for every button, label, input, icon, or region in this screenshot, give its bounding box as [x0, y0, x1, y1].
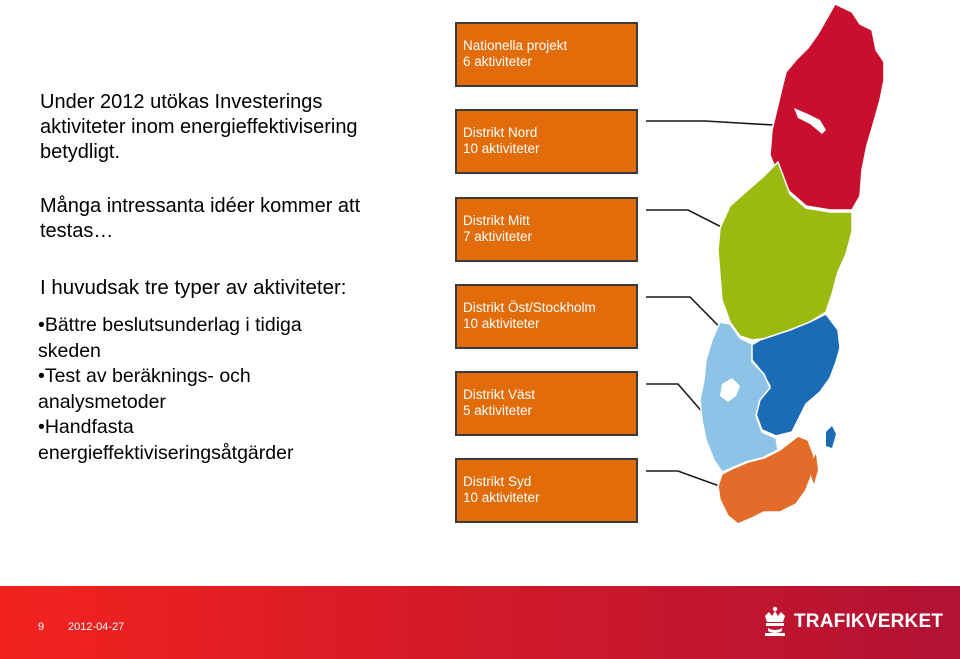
intro-line: betydligt.: [40, 141, 121, 163]
trafikverket-logo: [762, 602, 943, 642]
bullet-list: [38, 313, 428, 466]
intro-line: Under 2012 utökas Investerings: [40, 91, 323, 113]
ideas-text: [40, 194, 430, 244]
types-heading: I huvudsak tre typer av aktiviteter:: [40, 276, 347, 299]
district-name: Distrikt Mitt: [463, 213, 530, 228]
intro-text: [40, 90, 420, 165]
district-box-vast: [455, 371, 638, 436]
district-box-syd: [455, 458, 638, 523]
district-count: 10 aktiviteter: [463, 316, 540, 331]
bullet-line: analysmetoder: [38, 390, 166, 413]
ideas-line: Många intressanta idéer kommer att: [40, 195, 361, 217]
bullet-line: skeden: [38, 339, 101, 362]
district-count: 6 aktiviteter: [463, 54, 533, 69]
footer-bar: [0, 586, 960, 659]
district-name: Distrikt Öst/Stockholm: [463, 300, 596, 315]
bullet-line: energieffektiviseringsåtgärder: [38, 441, 294, 464]
district-count: 10 aktiviteter: [463, 490, 540, 505]
district-box-nationella: [455, 22, 638, 87]
district-name: Nationella projekt: [463, 38, 568, 53]
page-number: 9: [38, 621, 45, 633]
ideas-line: testas…: [40, 220, 114, 242]
region-nord: [770, 4, 884, 210]
district-count: 7 aktiviteter: [463, 229, 533, 244]
island-shape: [826, 426, 836, 448]
connector-nord: [646, 121, 790, 126]
district-box-mitt: [455, 197, 638, 262]
district-count: 5 aktiviteter: [463, 403, 533, 418]
district-count: 10 aktiviteter: [463, 141, 540, 156]
intro-line: aktiviteter inom energieffektivisering: [40, 116, 358, 138]
footer-date: 2012-04-27: [68, 621, 125, 633]
district-name: Distrikt Väst: [463, 387, 536, 402]
district-name: Distrikt Nord: [463, 125, 538, 140]
connector-syd: [646, 471, 722, 487]
sweden-district-map: [640, 0, 960, 540]
bullet-line: •Bättre beslutsunderlag i tidiga: [38, 314, 302, 336]
bullet-line: •Test av beräknings- och: [38, 365, 251, 387]
district-box-nord: [455, 109, 638, 174]
district-name: Distrikt Syd: [463, 474, 532, 489]
crown-icon: [762, 606, 788, 638]
district-box-ost: [455, 284, 638, 349]
logo-text: TRAFIKVERKET: [794, 611, 944, 632]
connector-vast: [646, 384, 704, 414]
bullet-line: •Handfasta: [38, 416, 134, 438]
